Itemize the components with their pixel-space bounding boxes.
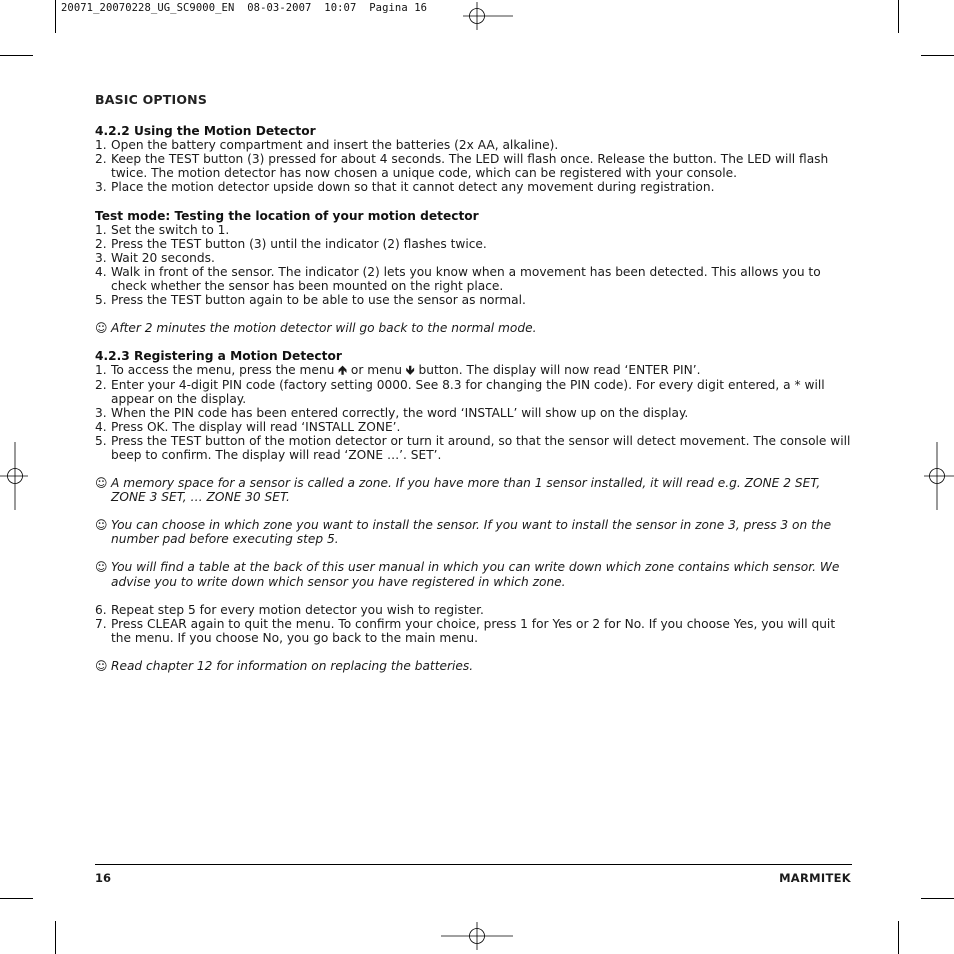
item-text: Enter your 4-digit PIN code (factory setting 0000. See 8.3 for changing the PIN code). For every digit entered, a * will appear on the display. — [111, 377, 825, 406]
crop-mark-bottom-left-h — [0, 898, 33, 899]
list-item — [95, 378, 855, 406]
test-mode-heading: Test mode: Testing the location of your motion detector — [95, 208, 479, 223]
page-content — [95, 93, 855, 673]
item-text: Press the TEST button of the motion detector or turn it around, so that the sensor will detect movement. The console will beep to confirm. The display will read ‘ZONE …’. SET’. — [111, 433, 851, 462]
list-item — [95, 603, 855, 617]
print-slug — [61, 2, 427, 14]
smiley-icon: ☺ — [95, 476, 108, 491]
brand-name: MARMITEK — [779, 871, 851, 885]
item-number: 3. — [95, 180, 107, 195]
smiley-icon: ☺ — [95, 321, 108, 336]
item-text: Press the TEST button (3) until the indicator (2) flashes twice. — [111, 236, 487, 251]
item-number: 4. — [95, 264, 107, 279]
item-text-part2: or menu — [350, 363, 403, 378]
item-text: Walk in front of the sensor. The indicator (2) lets you know when a movement has been detected. This allows you to check whether the sensor has been mounted on the right place. — [111, 264, 821, 294]
smiley-icon: ☺ — [95, 560, 108, 575]
item-text: Press OK. The display will read ‘INSTALL ZONE’. — [111, 419, 401, 434]
item-number: 2. — [95, 377, 107, 392]
item-number: 2. — [95, 236, 107, 251]
registering-steps-list — [95, 363, 855, 462]
slug-date: 08-03-2007 — [247, 2, 312, 14]
registration-mark-right — [924, 442, 954, 510]
note-paragraph — [95, 659, 855, 673]
arrow-up-icon: 🡹 — [338, 363, 347, 378]
list-item — [95, 363, 855, 377]
list-item — [95, 237, 855, 251]
list-item — [95, 180, 855, 194]
note-paragraph — [95, 560, 855, 588]
note-paragraph — [95, 476, 855, 504]
list-item — [95, 265, 855, 293]
item-text: Press CLEAR again to quit the menu. To confirm your choice, press 1 for Yes or 2 for No. If you choose Yes, you will quit the menu. If you choose No, you go back to the main menu. — [111, 616, 836, 645]
note-text: A memory space for a sensor is called a zone. If you have more than 1 sensor installed, it will read e.g. ZONE 2 SET, ZONE 3 SET, … ZONE 30 SET. — [111, 476, 821, 505]
list-item — [95, 138, 855, 152]
crop-mark-top-left-h — [0, 55, 33, 56]
note-paragraph — [95, 518, 855, 546]
item-text: Place the motion detector upside down so that it cannot detect any movement during registration. — [111, 180, 715, 195]
slug-filename: 20071_20070228_UG_SC9000_EN — [61, 2, 235, 14]
item-number: 3. — [95, 250, 107, 265]
registering-heading: 4.2.3 Registering a Motion Detector — [95, 349, 342, 364]
item-text: Wait 20 seconds. — [111, 250, 215, 265]
list-item — [95, 617, 855, 645]
slug-page: Pagina 16 — [369, 2, 428, 14]
motion-steps-list — [95, 138, 855, 194]
registration-mark-bottom — [441, 922, 513, 950]
item-number: 1. — [95, 363, 107, 378]
crop-mark-top-right-v — [898, 0, 899, 33]
crop-mark-bottom-left-v — [55, 921, 56, 954]
note-text: You will find a table at the back of this user manual in which you can write down which zone contains which sensor. We advise you to write down which sensor you have registered in which zone. — [111, 560, 840, 589]
smiley-icon: ☺ — [95, 658, 108, 673]
item-number: 7. — [95, 616, 107, 631]
item-text: Keep the TEST button (3) pressed for about 4 seconds. The LED will flash once. Release the button. The LED will flash twice. The motion detector has now chosen a unique code, which can be registered with your console. — [111, 152, 829, 181]
note-paragraph — [95, 321, 855, 335]
page-number: 16 — [95, 871, 112, 885]
slug-time: 10:07 — [324, 2, 357, 14]
list-item — [95, 434, 855, 462]
list-item — [95, 293, 855, 307]
item-number: 4. — [95, 419, 107, 434]
section-title: BASIC OPTIONS — [95, 92, 208, 107]
list-item — [95, 406, 855, 420]
item-text: Repeat step 5 for every motion detector you wish to register. — [111, 602, 484, 617]
smiley-icon: ☺ — [95, 518, 108, 533]
item-number: 2. — [95, 152, 107, 167]
crop-mark-bottom-right-h — [921, 898, 954, 899]
item-text: When the PIN code has been entered correctly, the word ‘INSTALL’ will show up on the display. — [111, 405, 689, 420]
item-number: 6. — [95, 602, 107, 617]
note-text: Read chapter 12 for information on replacing the batteries. — [111, 658, 474, 673]
list-item — [95, 152, 855, 180]
crop-mark-top-left-v — [55, 0, 56, 33]
registration-mark-left — [0, 442, 28, 510]
registering-steps-list-continued — [95, 603, 855, 645]
item-text: Press the TEST button again to be able to use the sensor as normal. — [111, 293, 526, 308]
motion-detector-heading: 4.2.2 Using the Motion Detector — [95, 124, 316, 139]
item-number: 5. — [95, 433, 107, 448]
note-text: You can choose in which zone you want to install the sensor. If you want to install the sensor in zone 3, press 3 on the number pad before executing step 5. — [111, 518, 832, 547]
item-text-part1: To access the menu, press the menu — [111, 363, 335, 378]
crop-mark-bottom-right-v — [898, 921, 899, 954]
item-number: 1. — [95, 138, 107, 153]
list-item — [95, 223, 855, 237]
list-item — [95, 251, 855, 265]
test-mode-steps-list — [95, 223, 855, 308]
registration-mark-top — [463, 2, 513, 30]
item-number: 3. — [95, 405, 107, 420]
item-number: 1. — [95, 222, 107, 237]
crop-mark-top-right-h — [921, 55, 954, 56]
item-text-part3: button. The display will now read ‘ENTER PIN’. — [418, 363, 701, 378]
item-text: Set the switch to 1. — [111, 222, 230, 237]
note-text: After 2 minutes the motion detector will go back to the normal mode. — [111, 321, 537, 336]
arrow-down-icon: 🡻 — [405, 363, 415, 378]
footer-divider — [95, 864, 852, 865]
item-text: Open the battery compartment and insert the batteries (2x AA, alkaline). — [111, 138, 559, 153]
list-item — [95, 420, 855, 434]
item-number: 5. — [95, 293, 107, 308]
